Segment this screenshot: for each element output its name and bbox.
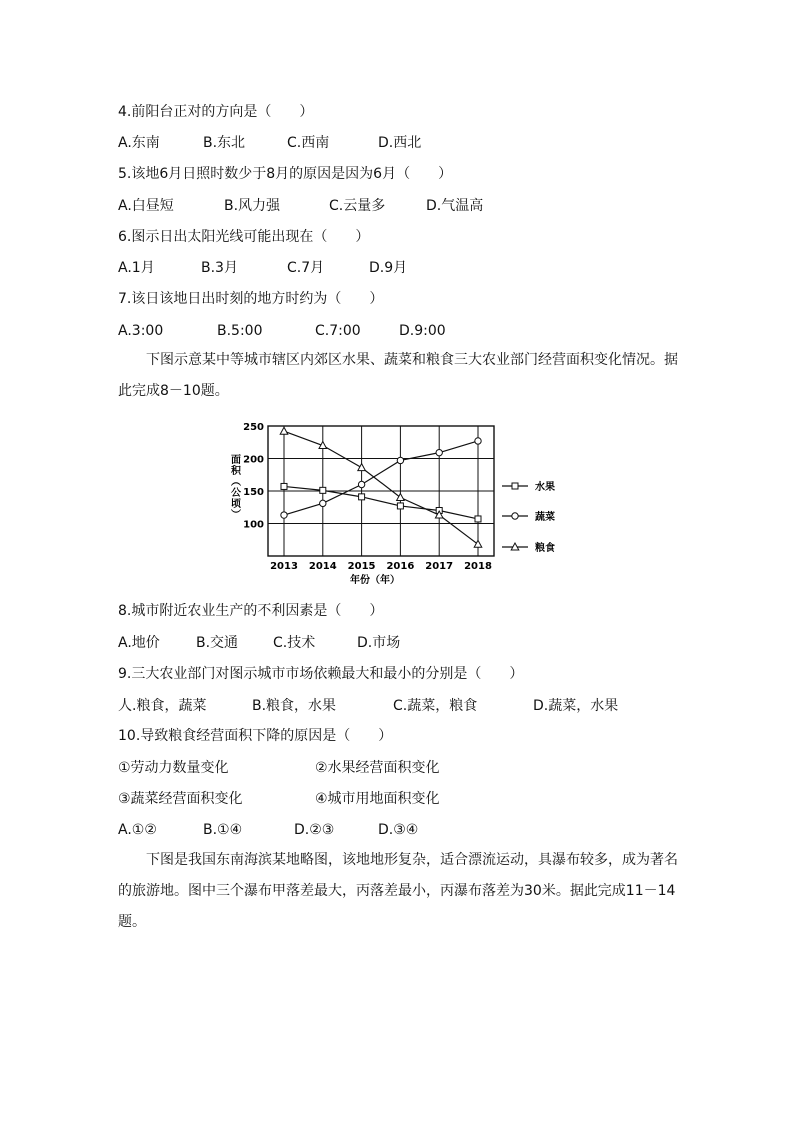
q8-option-c: C.技术	[273, 635, 316, 651]
chart-axes	[243, 422, 492, 572]
data-point-square	[359, 494, 365, 500]
data-point-circle	[397, 457, 403, 463]
question-6-stem: 6.图示日出太阳光线可能出现在（ ）	[118, 229, 370, 245]
x-tick-label: 2013	[270, 561, 298, 572]
q7-option-b: B.5:00	[217, 323, 263, 339]
question-7-stem: 7.该日该地日出时刻的地方时约为（ ）	[118, 291, 384, 307]
q5-option-a: A.白昼短	[118, 198, 174, 214]
q4-option-a: A.东南	[118, 135, 160, 151]
x-tick-label: 2018	[464, 561, 492, 572]
y-tick-label: 250	[243, 422, 264, 433]
question-10-stem: 10.导致粮食经营面积下降的原因是（ ）	[118, 728, 393, 744]
x-tick-label: 2014	[308, 561, 337, 572]
q8-option-d: D.市场	[357, 635, 401, 651]
q5-option-b: B.风力强	[224, 198, 281, 214]
chart-grid	[268, 426, 494, 556]
legend-marker	[512, 513, 518, 519]
data-point-circle	[281, 512, 287, 518]
x-tick-label: 2016	[386, 561, 415, 572]
q9-option-b: B.粮食，水果	[252, 698, 337, 714]
data-point-triangle	[397, 494, 405, 501]
q10-item-2: ②水果经营面积变化	[315, 760, 440, 776]
q9-option-d: D.蔬菜，水果	[533, 698, 619, 714]
q6-option-b: B.3月	[201, 260, 238, 276]
q8-option-a: A.地价	[118, 635, 160, 651]
data-point-circle	[475, 438, 481, 444]
question-5-stem: 5.该地6月日照时数少于8月的原因是因为6月（ ）	[118, 166, 453, 182]
q9-option-c: C.蔬菜，粮食	[393, 698, 478, 714]
q7-option-d: D.9:00	[399, 323, 446, 339]
question-4-stem: 4.前阳台正对的方向是（ ）	[118, 104, 314, 120]
series-line-triangle	[284, 431, 478, 544]
q10-item-1: ①劳动力数量变化	[118, 760, 229, 776]
data-point-triangle	[474, 540, 482, 547]
q7-option-a: A.3:00	[118, 323, 164, 339]
q10-option-c: D.②③	[294, 822, 335, 838]
q8-option-b: B.交通	[196, 635, 239, 651]
data-point-triangle	[358, 464, 366, 471]
legend-label: 水果	[535, 482, 555, 493]
q5-option-c: C.云量多	[329, 198, 386, 214]
q4-option-d: D.西北	[378, 135, 422, 151]
data-point-square	[397, 503, 403, 509]
q7-option-c: C.7:00	[315, 323, 361, 339]
intro-paragraph-1: 下图示意某中等城市辖区内郊区水果、蔬菜和粮食三大农业部门经营面积变化情况。据此完成8－10题。	[118, 352, 678, 399]
y-axis-label: 面积（公顷）	[228, 454, 240, 520]
y-tick-label: 100	[243, 519, 264, 531]
q4-option-b: B.东北	[203, 135, 246, 151]
q6-option-a: A.1月	[118, 260, 155, 276]
y-tick-label: 150	[243, 487, 264, 498]
question-9-stem: 9.三大农业部门对图示城市市场依赖最大和最小的分别是（ ）	[118, 666, 524, 682]
q10-option-d: D.③④	[378, 822, 419, 838]
q4-option-c: C.西南	[287, 135, 330, 151]
q10-option-b: B.①④	[203, 822, 243, 838]
legend-label: 粮食	[535, 543, 555, 554]
line-chart	[224, 416, 574, 586]
data-point-square	[281, 483, 287, 489]
data-point-circle	[358, 481, 364, 487]
x-tick-label: 2017	[425, 561, 454, 572]
q10-option-a: A.①②	[118, 822, 157, 838]
q9-option-a: 人.粮食，蔬菜	[118, 698, 207, 714]
data-point-triangle	[280, 427, 288, 434]
question-8-stem: 8.城市附近农业生产的不利因素是（ ）	[118, 603, 384, 619]
legend-label: 蔬菜	[535, 512, 555, 523]
data-point-circle	[320, 500, 326, 506]
legend-marker	[512, 483, 518, 489]
x-tick-label: 2015	[347, 561, 376, 572]
y-tick-label: 200	[243, 454, 264, 466]
x-axis-label: 年份（年）	[350, 575, 400, 586]
q10-item-3: ③蔬菜经营面积变化	[118, 791, 243, 807]
q5-option-d: D.气温高	[426, 198, 484, 214]
q6-option-d: D.9月	[369, 260, 408, 276]
data-point-circle	[436, 449, 442, 455]
intro-paragraph-2: 下图是我国东南海滨某地略图，该地地形复杂，适合漂流运动，具瀑布较多，成为著名的旅游地。图中三个瀑布甲落差最大，丙落差最小，丙瀑布落差为30米。据此完成11－14题。	[118, 852, 678, 930]
series-line-circle	[284, 441, 478, 515]
data-point-square	[475, 516, 481, 522]
data-point-square	[320, 487, 326, 493]
q10-item-4: ④城市用地面积变化	[315, 791, 440, 807]
q6-option-c: C.7月	[287, 260, 325, 276]
